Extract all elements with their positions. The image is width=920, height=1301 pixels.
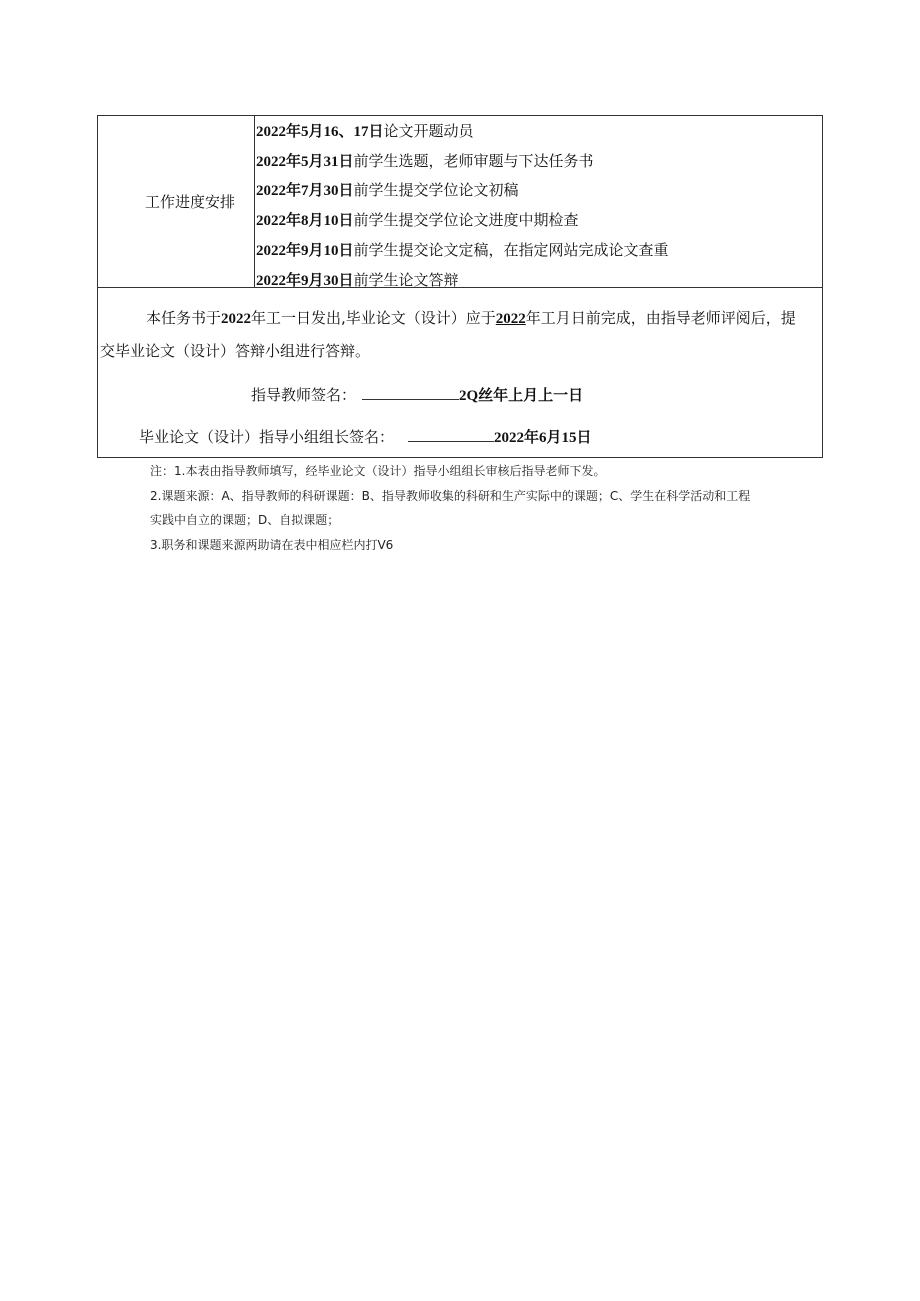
schedule-task: 前学生提交学位论文进度中期检查 [353,211,579,229]
schedule-item [256,210,579,231]
schedule-item [256,270,459,288]
note-1: 注：1.本表由指导教师填写，经毕业论文（设计）指导小组组长审核后指导老师下发。 [150,464,606,478]
teacher-signature-date: 2Q丝年上月上一日 [459,388,584,404]
schedule-date: 2022年5月16、17日 [256,124,384,140]
task-form-table [97,115,823,458]
statement-row [98,288,822,458]
leader-signature-blank [408,427,494,442]
statement-line-1 [146,308,796,329]
teacher-signature-blank [362,385,459,400]
note-2-continued: 实践中自立的课题；D、自拟课题； [150,513,340,527]
teacher-signature-line [251,385,583,406]
note-3: 3.职务和课题来源两助请在表中相应栏内打V6 [150,538,394,552]
schedule-date: 2022年8月10日 [256,213,354,229]
schedule-label: 工作进度安排 [144,193,235,211]
leader-signature-line [139,427,592,448]
schedule-item [256,121,474,142]
schedule-label-cell [98,116,255,287]
schedule-item [256,151,594,172]
schedule-date: 2022年7月30日 [256,183,354,199]
statement-mid: 年工一日发出,毕业论文（设计）应于 [251,309,496,327]
schedule-task: 前学生选题，老师审题与下达任务书 [353,152,594,170]
teacher-signature-label: 指导教师签名： [251,386,357,404]
schedule-date: 2022年5月31日 [256,154,354,170]
schedule-list [255,116,821,287]
note-2: 2.课题来源：A、指导教师的科研课题：B、指导教师收集的科研和生产实际中的课题；C、学生在科学活动和工程 [150,489,751,503]
schedule-row [98,116,822,288]
schedule-date: 2022年9月10日 [256,243,354,259]
schedule-date: 2022年9月30日 [256,273,354,288]
statement-suffix: 年工月日前完成，由指导老师评阅后，提 [525,309,796,327]
statement-prefix: 本任务书于 [146,309,222,327]
leader-signature-date: 2022年6月15日 [494,430,592,446]
statement-year: 2022 [221,311,252,327]
schedule-task: 前学生提交学位论文初稿 [353,181,519,199]
schedule-item [256,240,669,261]
schedule-task: 前学生论文答辩 [353,271,459,288]
schedule-task: 前学生提交论文定稿，在指定网站完成论文查重 [353,241,669,259]
statement-year-2: 2022 [495,311,526,327]
schedule-item [256,180,519,201]
statement-line-2: 交毕业论文（设计）答辩小组进行答辩。 [100,342,371,360]
schedule-task: 论文开题动员 [383,122,474,140]
leader-signature-label: 毕业论文（设计）指导小组组长签名： [139,428,395,446]
